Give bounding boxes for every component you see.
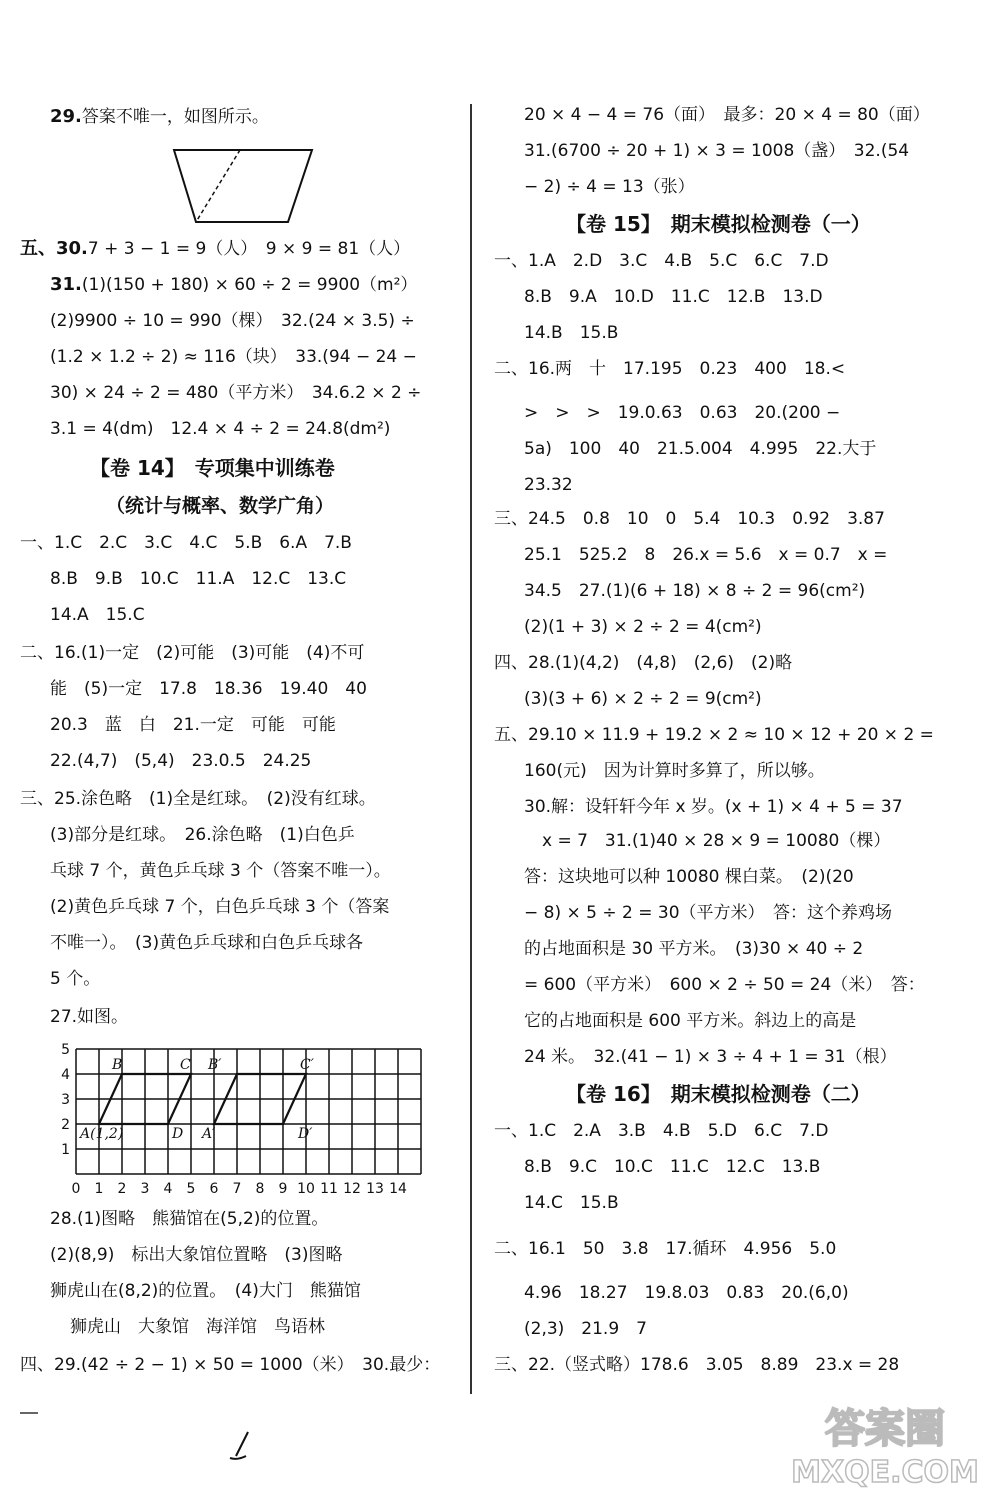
answer-line: 20 × 4 − 4 = 76（面） 最多：20 × 4 = 80（面） [524,105,930,125]
answer-30: 五、30.7 + 3 − 1 = 9（人） 9 × 9 = 81（人） [20,238,411,259]
svg-text:3: 3 [61,1092,70,1108]
answer-line: 五、29.10 × 11.9 + 19.2 × 2 ≈ 10 × 12 + 20 × 2 = [494,725,934,745]
svg-text:12: 12 [343,1181,361,1197]
answer-line: 三、24.5 0.8 10 0 5.4 10.3 0.92 3.87 [494,509,885,529]
answer-line: 答：这块地可以种 10080 棵白菜。 (2)(20 [524,867,854,887]
answer-line: − 8) × 5 ÷ 2 = 30（平方米） 答：这个养鸡场 [524,903,893,923]
answer-line: (2)(8,9) 标出大象馆位置略 (3)图略 [50,1245,343,1265]
answer-line: (2)(1 + 3) × 2 ÷ 2 = 4(cm²) [524,617,762,637]
answer-line: x = 7 31.(1)40 × 28 × 9 = 10080（棵） [542,831,891,851]
point-D-label: D [172,1126,184,1142]
answer-29: 29.答案不唯一，如图所示。 [50,106,269,127]
answer-line: (1.2 × 1.2 ÷ 2) ≈ 116（块） 33.(94 − 24 − [50,347,417,367]
answer-line: 三、25.涂色略 (1)全是红球。 (2)没有红球。 [20,789,376,809]
section-16-title: 【卷 16】 期末模拟检测卷（二） [566,1082,871,1106]
answer-line: 24 米。 32.(41 − 1) × 3 ÷ 4 + 1 = 31（根） [524,1047,897,1067]
answer-line: 的占地面积是 30 平方米。 (3)30 × 40 ÷ 2 [524,939,864,959]
column-divider [470,104,472,1394]
svg-text:MXQE.COM: MXQE.COM [791,1455,979,1490]
answer-31: 31.(1)(150 + 180) × 60 ÷ 2 = 9900（m²） [50,274,418,295]
pen-mark [226,1428,256,1464]
answer-line: (2)黄色乒乓球 7 个，白色乒乓球 3 个（答案 [50,897,390,917]
answer-line: 二、16.(1)一定 (2)可能 (3)可能 (4)不可 [20,643,365,663]
watermark-logo [785,1400,985,1490]
svg-text:1: 1 [61,1142,70,1158]
answer-line: 二、16.两 十 17.195 0.23 400 18.< [494,359,846,379]
point-Cp-label: C′ [300,1057,314,1073]
answer-line: 不唯一）。 (3)黄色乒乓球和白色乒乓球各 [50,933,364,953]
svg-text:5: 5 [61,1042,70,1058]
point-C-label: C [180,1057,191,1073]
answer-line: (2,3) 21.9 7 [524,1319,647,1339]
svg-text:3: 3 [140,1181,150,1197]
answer-line: 27.如图。 [50,1007,129,1027]
answer-line: 狮虎山 大象馆 海洋馆 鸟语林 [70,1317,325,1337]
answer-line: 20.3 蓝 白 21.一定 可能 可能 [50,715,336,735]
answer-line: 30.解：设轩轩今年 x 岁。(x + 1) × 4 + 5 = 37 [524,797,903,817]
svg-text:2: 2 [61,1117,70,1133]
answer-line: 25.1 525.2 8 26.x = 5.6 x = 0.7 x = [524,545,888,565]
answer-line: > > > 19.0.63 0.63 20.(200 − [524,403,841,423]
svg-text:9: 9 [278,1181,288,1197]
svg-text:14: 14 [389,1181,407,1197]
answer-line: 四、28.(1)(4,2) (4,8) (2,6) (2)略 [494,653,793,673]
answer-line: 能 (5)一定 17.8 18.36 19.40 40 [50,679,367,699]
answer-line: 14.C 15.B [524,1193,619,1213]
svg-text:答案圈: 答案圈 [825,1406,945,1452]
svg-text:1: 1 [94,1181,104,1197]
answer-line: 14.A 15.C [50,605,145,625]
answer-line: 5 个。 [50,969,101,989]
answer-line: 狮虎山在(8,2)的位置。 (4)大门 熊猫馆 [50,1281,361,1301]
answer-line: 一、1.A 2.D 3.C 4.B 5.C 6.C 7.D [494,251,829,271]
answer-line: 它的占地面积是 600 平方米。斜边上的高是 [524,1011,857,1031]
answer-line: 23.32 [524,475,573,495]
answer-line: 4.96 18.27 19.8.03 0.83 20.(6,0) [524,1283,849,1303]
answer-line: 3.1 = 4(dm) 12.4 × 4 ÷ 2 = 24.8(dm²) [50,419,391,439]
point-Dp-label: D′ [298,1126,313,1142]
svg-text:10: 10 [297,1181,315,1197]
answer-line: 160(元) 因为计算时多算了，所以够。 [524,761,825,781]
answer-line: = 600（平方米） 600 × 2 ÷ 50 = 24（米） 答： [524,975,925,995]
section-15-title: 【卷 15】 期末模拟检测卷（一） [566,212,871,236]
answer-line: 14.B 15.B [524,323,619,343]
answer-line: 22.(4,7) (5,4) 23.0.5 24.25 [50,751,312,771]
svg-text:0: 0 [71,1181,81,1197]
answer-line: (2)9900 ÷ 10 = 990（棵） 32.(24 × 3.5) ÷ [50,311,415,331]
svg-text:11: 11 [320,1181,338,1197]
answer-line: 30) × 24 ÷ 2 = 480（平方米） 34.6.2 × 2 ÷ [50,383,422,403]
page-mark [20,1412,38,1414]
answer-line: (3)部分是红球。 26.涂色略 (1)白色乒 [50,825,355,845]
svg-text:4: 4 [61,1067,70,1083]
point-A-label: A(1,2) [80,1126,124,1142]
point-B-label: B [112,1057,123,1073]
answer-line: 8.B 9.C 10.C 11.C 12.C 13.B [524,1157,821,1177]
section-14-title: 【卷 14】 专项集中训练卷 [90,456,335,480]
point-Bp-label: B′ [208,1057,222,1073]
answer-line: 8.B 9.A 10.D 11.C 12.B 13.D [524,287,823,307]
answer-line: 乓球 7 个，黄色乒乓球 3 个（答案不唯一）。 [50,861,391,881]
svg-text:4: 4 [163,1181,173,1197]
answer-line: 一、1.C 2.C 3.C 4.C 5.B 6.A 7.B [20,533,352,553]
svg-text:7: 7 [232,1181,242,1197]
answer-line: 一、1.C 2.A 3.B 4.B 5.D 6.C 7.D [494,1121,829,1141]
answer-line: 28.(1)图略 熊猫馆在(5,2)的位置。 [50,1209,329,1229]
answer-line: 三、22.（竖式略）178.6 3.05 8.89 23.x = 28 [494,1355,900,1375]
answer-line: 31.(6700 ÷ 20 + 1) × 3 = 1008（盏） 32.(54 [524,141,910,161]
point-Ap-label: A′ [202,1126,216,1142]
answer-line: 5a) 100 40 21.5.004 4.995 22.大于 [524,439,877,459]
answer-line: 四、29.(42 ÷ 2 − 1) × 50 = 1000（米） 30.最少： [20,1355,441,1375]
svg-text:2: 2 [117,1181,127,1197]
answer-line: − 2) ÷ 4 = 13（张） [524,177,695,197]
answer-line: 二、16.1 50 3.8 17.循环 4.956 5.0 [494,1239,837,1259]
answer-line: 34.5 27.(1)(6 + 18) × 8 ÷ 2 = 96(cm²) [524,581,866,601]
svg-text:6: 6 [209,1181,219,1197]
answer-line: 8.B 9.B 10.C 11.A 12.C 13.C [50,569,347,589]
coordinate-grid [52,1035,442,1205]
section-14-subtitle: （统计与概率、数学广角） [106,495,335,517]
answer-line: (3)(3 + 6) × 2 ÷ 2 = 9(cm²) [524,689,762,709]
svg-text:13: 13 [366,1181,384,1197]
svg-text:8: 8 [255,1181,265,1197]
trapezoid-figure [170,146,320,228]
svg-text:5: 5 [186,1181,196,1197]
